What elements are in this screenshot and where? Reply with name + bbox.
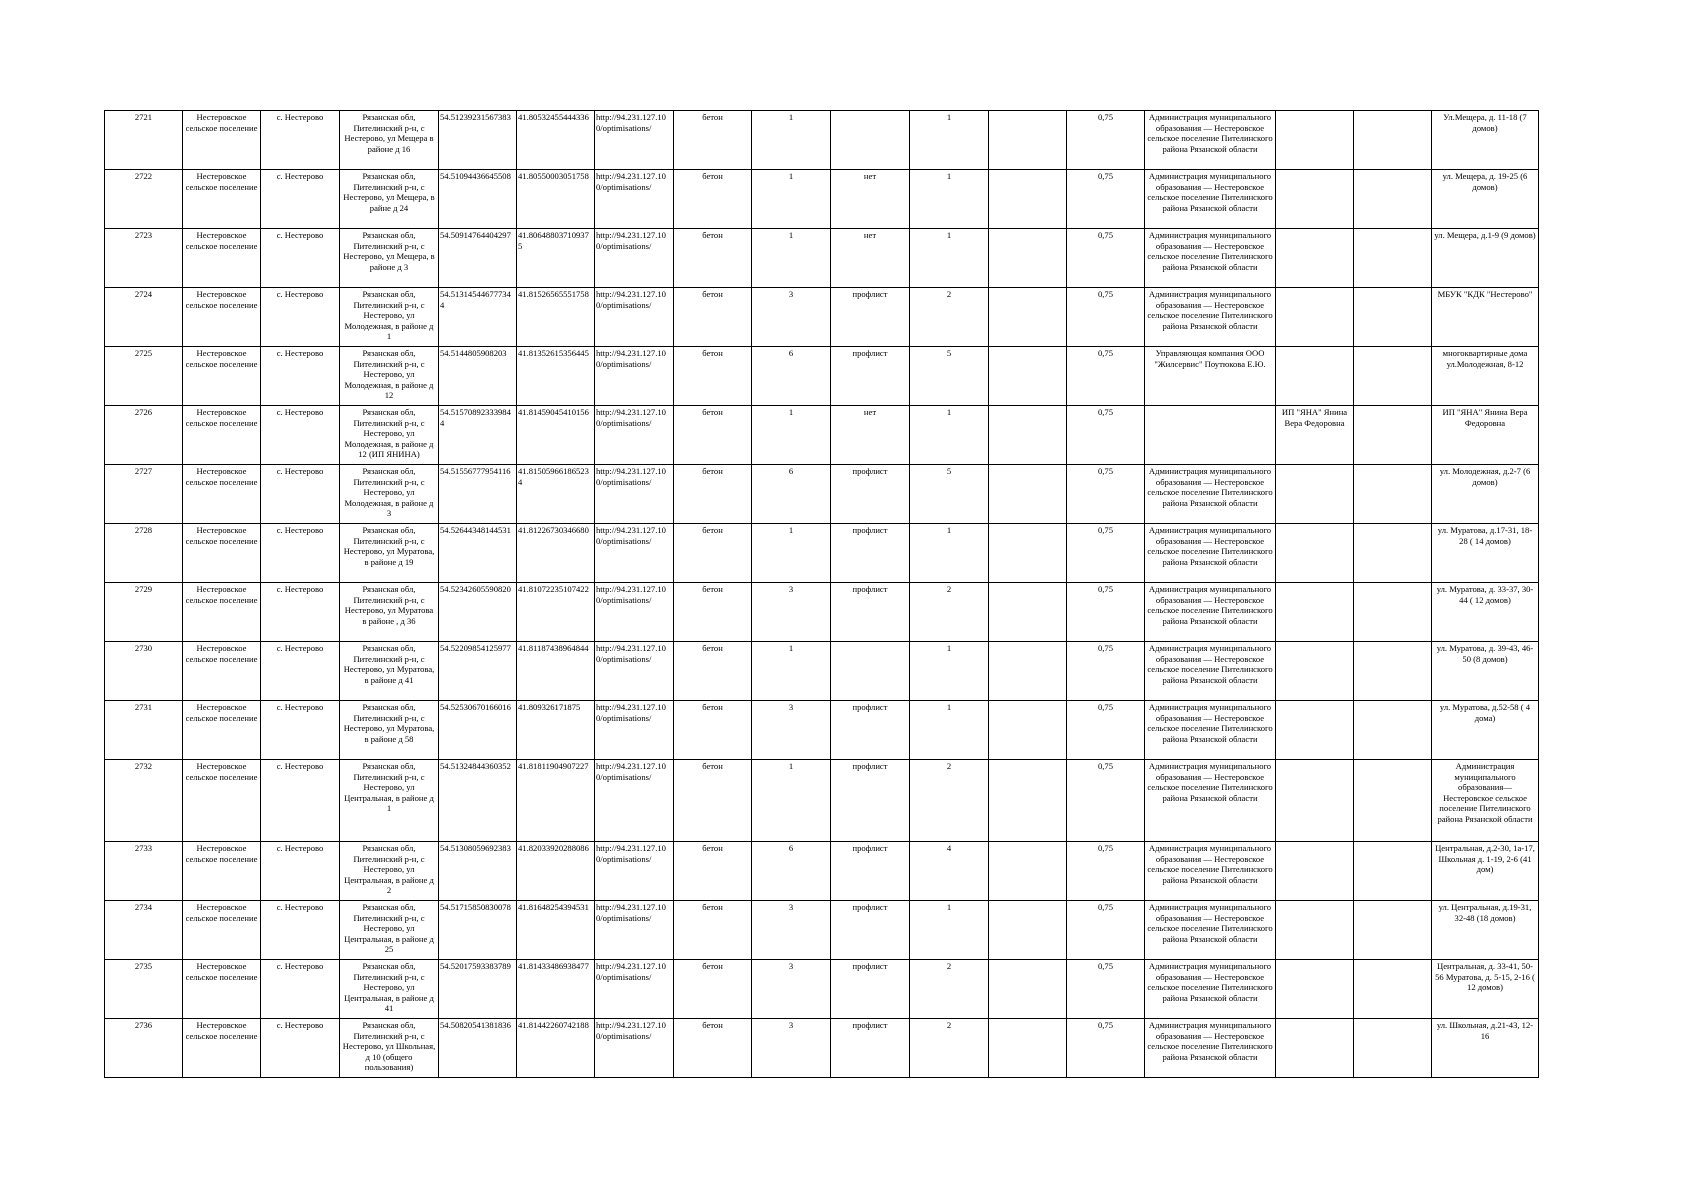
- empty-cell-cell: [1354, 465, 1432, 524]
- container-count-cell: 2: [910, 960, 989, 1019]
- empty-cell-cell: [989, 842, 1067, 901]
- container-volume-cell: 0,75: [1067, 524, 1145, 583]
- empty-cell-cell: [1354, 347, 1432, 406]
- waste-sources-cell: ул. Муратова, д.17-31, 18-28 ( 14 домов): [1432, 524, 1539, 583]
- address-cell: Рязанская обл, Пителинский р-н, с Нестерово, ул Мещера, в районе д 3: [340, 229, 439, 288]
- waste-sources-cell: многоквартирные дома ул.Молодежная, 8-12: [1432, 347, 1539, 406]
- settlement-cell: Нестеровское сельское поселение: [183, 465, 261, 524]
- fence-type-cell: профлист: [831, 760, 910, 842]
- latitude-cell: 54.51556777954116: [439, 465, 517, 524]
- row-number-cell: 2721: [105, 111, 183, 170]
- locality-cell: с. Нестерово: [261, 642, 340, 701]
- latitude-cell: 54.513145446777344: [439, 288, 517, 347]
- settlement-cell: Нестеровское сельское поселение: [183, 170, 261, 229]
- latitude-cell: 54.51094436645508: [439, 170, 517, 229]
- container-count-cell: 1: [910, 406, 989, 465]
- fence-type-cell: профлист: [831, 583, 910, 642]
- container-count-cell: 1: [910, 642, 989, 701]
- container-volume-cell: 0,75: [1067, 583, 1145, 642]
- empty-cell-cell: [989, 524, 1067, 583]
- longitude-cell: 41.81352615356445: [517, 347, 595, 406]
- longitude-cell: 41.81811904907227: [517, 760, 595, 842]
- row-number-cell: 2725: [105, 347, 183, 406]
- empty-cell-cell: [989, 465, 1067, 524]
- owner-cell: Администрация муниципального образования — Нестеровское сельское поселение Пителинского района Рязанской области: [1145, 111, 1276, 170]
- longitude-cell: 41.81459045410156: [517, 406, 595, 465]
- fence-type-cell: нет: [831, 170, 910, 229]
- locality-cell: с. Нестерово: [261, 701, 340, 760]
- surface-type-cell: бетон: [674, 524, 752, 583]
- empty-cell-cell: [1354, 642, 1432, 701]
- owner-ip-cell: [1276, 583, 1354, 642]
- owner-ip-cell: [1276, 111, 1354, 170]
- empty-cell-cell: [1354, 701, 1432, 760]
- container-count-cell: 5: [910, 347, 989, 406]
- map-link-cell: http://94.231.127.100/optimisations/: [595, 642, 674, 701]
- fence-type-cell: профлист: [831, 901, 910, 960]
- settlement-cell: Нестеровское сельское поселение: [183, 288, 261, 347]
- owner-cell: Администрация муниципального образования — Нестеровское сельское поселение Пителинского района Рязанской области: [1145, 701, 1276, 760]
- surface-type-cell: бетон: [674, 465, 752, 524]
- container-volume-cell: 0,75: [1067, 960, 1145, 1019]
- owner-ip-cell: [1276, 842, 1354, 901]
- table-row: [105, 642, 1539, 701]
- container-count-cell: 2: [910, 1019, 989, 1078]
- row-number-cell: 2728: [105, 524, 183, 583]
- longitude-cell: 41.81433486938477: [517, 960, 595, 1019]
- owner-ip-cell: ИП "ЯНА" Янина Вера Федоровна: [1276, 406, 1354, 465]
- map-link-cell: http://94.231.127.100/optimisations/: [595, 842, 674, 901]
- waste-sources-cell: ул. Центральная, д.19-31, 32-48 (18 домов): [1432, 901, 1539, 960]
- address-cell: Рязанская обл, Пителинский р-н, с Нестерово, ул Муратова в районе , д 36: [340, 583, 439, 642]
- row-number-cell: 2729: [105, 583, 183, 642]
- empty-cell-cell: [989, 901, 1067, 960]
- owner-cell: Управляющая компания ООО "Жилсервис" Поутюкова Е.Ю.: [1145, 347, 1276, 406]
- settlement-cell: Нестеровское сельское поселение: [183, 960, 261, 1019]
- fence-type-cell: профлист: [831, 701, 910, 760]
- owner-cell: Администрация муниципального образования — Нестеровское сельское поселение Пителинского района Рязанской области: [1145, 229, 1276, 288]
- surface-type-cell: бетон: [674, 842, 752, 901]
- surface-type-cell: бетон: [674, 229, 752, 288]
- owner-cell: Администрация муниципального образования — Нестеровское сельское поселение Пителинского района Рязанской области: [1145, 642, 1276, 701]
- longitude-cell: 41.82033920288086: [517, 842, 595, 901]
- settlement-cell: Нестеровское сельское поселение: [183, 642, 261, 701]
- address-cell: Рязанская обл, Пителинский р-н, с Нестерово, ул Центральная, в районе д 2: [340, 842, 439, 901]
- locality-cell: с. Нестерово: [261, 842, 340, 901]
- container-volume-cell: 0,75: [1067, 901, 1145, 960]
- table-row: [105, 347, 1539, 406]
- table-row: [105, 465, 1539, 524]
- surface-type-cell: бетон: [674, 288, 752, 347]
- waste-sources-cell: ул. Муратова, д.52-58 ( 4 дома): [1432, 701, 1539, 760]
- surface-type-cell: бетон: [674, 583, 752, 642]
- surface-type-cell: бетон: [674, 347, 752, 406]
- empty-cell-cell: [1354, 583, 1432, 642]
- empty-cell-cell: [989, 229, 1067, 288]
- area-cell: 1: [752, 524, 831, 583]
- map-link-cell: http://94.231.127.100/optimisations/: [595, 406, 674, 465]
- area-cell: 3: [752, 1019, 831, 1078]
- surface-type-cell: бетон: [674, 960, 752, 1019]
- waste-sources-cell: Ул.Мещера, д. 11-18 (7 домов): [1432, 111, 1539, 170]
- waste-sources-cell: МБУК "КДК "Нестерово": [1432, 288, 1539, 347]
- fence-type-cell: профлист: [831, 288, 910, 347]
- container-volume-cell: 0,75: [1067, 347, 1145, 406]
- row-number-cell: 2732: [105, 760, 183, 842]
- longitude-cell: 41.809326171875: [517, 701, 595, 760]
- container-count-cell: 1: [910, 229, 989, 288]
- map-link-cell: http://94.231.127.100/optimisations/: [595, 111, 674, 170]
- empty-cell-cell: [989, 960, 1067, 1019]
- empty-cell-cell: [1354, 229, 1432, 288]
- waste-sources-cell: Администрация муниципального образования— Нестеровское сельское поселение Пителинского района Рязанской области: [1432, 760, 1539, 842]
- table-body: [105, 111, 1539, 1078]
- address-cell: Рязанская обл, Пителинский р-н, с Нестерово, ул Молодежная, в районе д 12: [340, 347, 439, 406]
- fence-type-cell: профлист: [831, 960, 910, 1019]
- table-row: [105, 960, 1539, 1019]
- empty-cell-cell: [1354, 406, 1432, 465]
- container-volume-cell: 0,75: [1067, 465, 1145, 524]
- container-count-cell: 1: [910, 524, 989, 583]
- container-count-cell: 2: [910, 760, 989, 842]
- owner-ip-cell: [1276, 229, 1354, 288]
- locality-cell: с. Нестерово: [261, 901, 340, 960]
- area-cell: 1: [752, 406, 831, 465]
- waste-sources-cell: ул. Мещера, д.1-9 (9 домов): [1432, 229, 1539, 288]
- owner-ip-cell: [1276, 465, 1354, 524]
- fence-type-cell: профлист: [831, 347, 910, 406]
- empty-cell-cell: [989, 642, 1067, 701]
- table-row: [105, 111, 1539, 170]
- empty-cell-cell: [1354, 901, 1432, 960]
- row-number-cell: 2733: [105, 842, 183, 901]
- longitude-cell: 41.815059661865234: [517, 465, 595, 524]
- surface-type-cell: бетон: [674, 111, 752, 170]
- container-volume-cell: 0,75: [1067, 111, 1145, 170]
- table-row: [105, 288, 1539, 347]
- locality-cell: с. Нестерово: [261, 760, 340, 842]
- row-number-cell: 2727: [105, 465, 183, 524]
- longitude-cell: 41.806488037109375: [517, 229, 595, 288]
- fence-type-cell: нет: [831, 406, 910, 465]
- address-cell: Рязанская обл, Пителинский р-н, с Нестерово, ул Центральная, в районе д 41: [340, 960, 439, 1019]
- owner-cell: Администрация муниципального образования — Нестеровское сельское поселение Пителинского района Рязанской области: [1145, 524, 1276, 583]
- container-count-cell: 4: [910, 842, 989, 901]
- owner-ip-cell: [1276, 901, 1354, 960]
- container-volume-cell: 0,75: [1067, 288, 1145, 347]
- owner-cell: Администрация муниципального образования — Нестеровское сельское поселение Пителинского района Рязанской области: [1145, 465, 1276, 524]
- waste-sources-cell: ул. Муратова, д. 39-43, 46-50 (8 домов): [1432, 642, 1539, 701]
- settlement-cell: Нестеровское сельское поселение: [183, 406, 261, 465]
- owner-cell: Администрация муниципального образования — Нестеровское сельское поселение Пителинского района Рязанской области: [1145, 960, 1276, 1019]
- empty-cell-cell: [989, 1019, 1067, 1078]
- latitude-cell: 54.52644348144531: [439, 524, 517, 583]
- map-link-cell: http://94.231.127.100/optimisations/: [595, 170, 674, 229]
- owner-cell: Администрация муниципального образования — Нестеровское сельское поселение Пителинского района Рязанской области: [1145, 583, 1276, 642]
- surface-type-cell: бетон: [674, 701, 752, 760]
- latitude-cell: 54.50820541381836: [439, 1019, 517, 1078]
- empty-cell-cell: [1354, 960, 1432, 1019]
- registry-table: [104, 110, 1539, 1078]
- owner-ip-cell: [1276, 642, 1354, 701]
- empty-cell-cell: [1354, 170, 1432, 229]
- surface-type-cell: бетон: [674, 1019, 752, 1078]
- address-cell: Рязанская обл, Пителинский р-н, с Нестерово, ул Молодежная, в районе д 12 (ИП ЯНИНА): [340, 406, 439, 465]
- map-link-cell: http://94.231.127.100/optimisations/: [595, 229, 674, 288]
- row-number-cell: 2736: [105, 1019, 183, 1078]
- fence-type-cell: [831, 642, 910, 701]
- area-cell: 1: [752, 642, 831, 701]
- container-count-cell: 5: [910, 465, 989, 524]
- longitude-cell: 41.81226730346680: [517, 524, 595, 583]
- empty-cell-cell: [989, 347, 1067, 406]
- latitude-cell: 54.52209854125977: [439, 642, 517, 701]
- longitude-cell: 41.81442260742188: [517, 1019, 595, 1078]
- locality-cell: с. Нестерово: [261, 347, 340, 406]
- map-link-cell: http://94.231.127.100/optimisations/: [595, 583, 674, 642]
- locality-cell: с. Нестерово: [261, 524, 340, 583]
- row-number-cell: 2735: [105, 960, 183, 1019]
- table-row: [105, 229, 1539, 288]
- table-row: [105, 760, 1539, 842]
- waste-sources-cell: ул. Школьная, д.21-43, 12-16: [1432, 1019, 1539, 1078]
- settlement-cell: Нестеровское сельское поселение: [183, 842, 261, 901]
- empty-cell-cell: [989, 583, 1067, 642]
- map-link-cell: http://94.231.127.100/optimisations/: [595, 524, 674, 583]
- locality-cell: с. Нестерово: [261, 170, 340, 229]
- latitude-cell: 54.52342605590820: [439, 583, 517, 642]
- empty-cell-cell: [1354, 1019, 1432, 1078]
- empty-cell-cell: [989, 701, 1067, 760]
- surface-type-cell: бетон: [674, 760, 752, 842]
- table-row: [105, 701, 1539, 760]
- empty-cell-cell: [1354, 842, 1432, 901]
- address-cell: Рязанская обл, Пителинский р-н, с Нестерово, ул Молодежная, в районе д 1: [340, 288, 439, 347]
- row-number-cell: 2724: [105, 288, 183, 347]
- latitude-cell: 54.52017593383789: [439, 960, 517, 1019]
- locality-cell: с. Нестерово: [261, 1019, 340, 1078]
- longitude-cell: 41.81648254394531: [517, 901, 595, 960]
- address-cell: Рязанская обл, Пителинский р-н, с Нестерово, ул Школьная, д 10 (общего пользования): [340, 1019, 439, 1078]
- area-cell: 1: [752, 111, 831, 170]
- address-cell: Рязанская обл, Пителинский р-н, с Нестерово, ул Центральная, в районе д 1: [340, 760, 439, 842]
- settlement-cell: Нестеровское сельское поселение: [183, 701, 261, 760]
- map-link-cell: http://94.231.127.100/optimisations/: [595, 901, 674, 960]
- area-cell: 1: [752, 170, 831, 229]
- waste-sources-cell: ИП "ЯНА" Янина Вера Федоровна: [1432, 406, 1539, 465]
- area-cell: 3: [752, 701, 831, 760]
- row-number-cell: 2730: [105, 642, 183, 701]
- container-volume-cell: 0,75: [1067, 701, 1145, 760]
- area-cell: 3: [752, 583, 831, 642]
- container-count-cell: 1: [910, 111, 989, 170]
- latitude-cell: 54.51308059692383: [439, 842, 517, 901]
- fence-type-cell: [831, 111, 910, 170]
- table-row: [105, 901, 1539, 960]
- settlement-cell: Нестеровское сельское поселение: [183, 583, 261, 642]
- owner-cell: Администрация муниципального образования — Нестеровское сельское поселение Пителинского района Рязанской области: [1145, 901, 1276, 960]
- area-cell: 6: [752, 842, 831, 901]
- settlement-cell: Нестеровское сельское поселение: [183, 1019, 261, 1078]
- address-cell: Рязанская обл, Пителинский р-н, с Нестерово, ул Молодежная, в районе д 3: [340, 465, 439, 524]
- waste-sources-cell: ул. Молодежная, д.2-7 (6 домов): [1432, 465, 1539, 524]
- empty-cell-cell: [1354, 111, 1432, 170]
- empty-cell-cell: [989, 760, 1067, 842]
- address-cell: Рязанская обл, Пителинский р-н, с Нестерово, ул Центральная, в районе д 25: [340, 901, 439, 960]
- area-cell: 6: [752, 347, 831, 406]
- latitude-cell: 54.51324844360352: [439, 760, 517, 842]
- empty-cell-cell: [989, 288, 1067, 347]
- area-cell: 3: [752, 901, 831, 960]
- area-cell: 1: [752, 760, 831, 842]
- owner-ip-cell: [1276, 170, 1354, 229]
- latitude-cell: 54.51239231567383: [439, 111, 517, 170]
- waste-sources-cell: Центральная, д. 33-41, 50-56 Муратова, д. 5-15, 2-16 ( 12 домов): [1432, 960, 1539, 1019]
- address-cell: Рязанская обл, Пителинский р-н, с Нестерово, ул Мещера в районе д 16: [340, 111, 439, 170]
- address-cell: Рязанская обл, Пителинский р-н, с Нестерово, ул Мещера, в райне д 24: [340, 170, 439, 229]
- container-volume-cell: 0,75: [1067, 842, 1145, 901]
- owner-cell: Администрация муниципального образования — Нестеровское сельское поселение Пителинского района Рязанской области: [1145, 842, 1276, 901]
- settlement-cell: Нестеровское сельское поселение: [183, 760, 261, 842]
- locality-cell: с. Нестерово: [261, 583, 340, 642]
- empty-cell-cell: [1354, 524, 1432, 583]
- waste-sources-cell: ул. Муратова, д. 33-37, 30-44 ( 12 домов): [1432, 583, 1539, 642]
- map-link-cell: http://94.231.127.100/optimisations/: [595, 465, 674, 524]
- owner-ip-cell: [1276, 288, 1354, 347]
- locality-cell: с. Нестерово: [261, 406, 340, 465]
- row-number-cell: 2726: [105, 406, 183, 465]
- area-cell: 3: [752, 288, 831, 347]
- empty-cell-cell: [989, 111, 1067, 170]
- settlement-cell: Нестеровское сельское поселение: [183, 111, 261, 170]
- locality-cell: с. Нестерово: [261, 288, 340, 347]
- container-volume-cell: 0,75: [1067, 170, 1145, 229]
- fence-type-cell: профлист: [831, 465, 910, 524]
- container-volume-cell: 0,75: [1067, 760, 1145, 842]
- longitude-cell: 41.81072235107422: [517, 583, 595, 642]
- locality-cell: с. Нестерово: [261, 111, 340, 170]
- area-cell: 6: [752, 465, 831, 524]
- fence-type-cell: профлист: [831, 842, 910, 901]
- latitude-cell: 54.5144805908203: [439, 347, 517, 406]
- table-row: [105, 1019, 1539, 1078]
- owner-ip-cell: [1276, 760, 1354, 842]
- row-number-cell: 2723: [105, 229, 183, 288]
- container-count-cell: 2: [910, 288, 989, 347]
- latitude-cell: 54.515708923339844: [439, 406, 517, 465]
- waste-sources-cell: ул. Мещера, д. 19-25 (6 домов): [1432, 170, 1539, 229]
- latitude-cell: 54.50914764404297: [439, 229, 517, 288]
- row-number-cell: 2722: [105, 170, 183, 229]
- map-link-cell: http://94.231.127.100/optimisations/: [595, 760, 674, 842]
- table-row: [105, 170, 1539, 229]
- owner-cell: Администрация муниципального образования — Нестеровское сельское поселение Пителинского района Рязанской области: [1145, 760, 1276, 842]
- fence-type-cell: профлист: [831, 524, 910, 583]
- settlement-cell: Нестеровское сельское поселение: [183, 347, 261, 406]
- row-number-cell: 2731: [105, 701, 183, 760]
- waste-sources-cell: Центральная, д.2-30, 1а-17, Школьная д. 1-19, 2-6 (41 дом): [1432, 842, 1539, 901]
- area-cell: 3: [752, 960, 831, 1019]
- longitude-cell: 41.81526565551758: [517, 288, 595, 347]
- owner-ip-cell: [1276, 347, 1354, 406]
- container-count-cell: 1: [910, 170, 989, 229]
- map-link-cell: http://94.231.127.100/optimisations/: [595, 1019, 674, 1078]
- surface-type-cell: бетон: [674, 406, 752, 465]
- fence-type-cell: нет: [831, 229, 910, 288]
- map-link-cell: http://94.231.127.100/optimisations/: [595, 701, 674, 760]
- locality-cell: с. Нестерово: [261, 960, 340, 1019]
- table-row: [105, 842, 1539, 901]
- container-count-cell: 1: [910, 701, 989, 760]
- table-row: [105, 524, 1539, 583]
- longitude-cell: 41.81187438964844: [517, 642, 595, 701]
- settlement-cell: Нестеровское сельское поселение: [183, 524, 261, 583]
- owner-cell: Администрация муниципального образования — Нестеровское сельское поселение Пителинского района Рязанской области: [1145, 1019, 1276, 1078]
- container-volume-cell: 0,75: [1067, 642, 1145, 701]
- owner-cell: Администрация муниципального образования — Нестеровское сельское поселение Пителинского района Рязанской области: [1145, 170, 1276, 229]
- locality-cell: с. Нестерово: [261, 229, 340, 288]
- container-count-cell: 1: [910, 901, 989, 960]
- owner-cell: [1145, 406, 1276, 465]
- surface-type-cell: бетон: [674, 642, 752, 701]
- address-cell: Рязанская обл, Пителинский р-н, с Нестерово, ул Муратова, в районе д 19: [340, 524, 439, 583]
- container-volume-cell: 0,75: [1067, 1019, 1145, 1078]
- map-link-cell: http://94.231.127.100/optimisations/: [595, 288, 674, 347]
- fence-type-cell: профлист: [831, 1019, 910, 1078]
- container-volume-cell: 0,75: [1067, 406, 1145, 465]
- area-cell: 1: [752, 229, 831, 288]
- latitude-cell: 54.52530670166016: [439, 701, 517, 760]
- surface-type-cell: бетон: [674, 901, 752, 960]
- table-row: [105, 583, 1539, 642]
- settlement-cell: Нестеровское сельское поселение: [183, 901, 261, 960]
- empty-cell-cell: [1354, 288, 1432, 347]
- owner-cell: Администрация муниципального образования — Нестеровское сельское поселение Пителинского района Рязанской области: [1145, 288, 1276, 347]
- locality-cell: с. Нестерово: [261, 465, 340, 524]
- table-row: [105, 406, 1539, 465]
- settlement-cell: Нестеровское сельское поселение: [183, 229, 261, 288]
- owner-ip-cell: [1276, 1019, 1354, 1078]
- address-cell: Рязанская обл, Пителинский р-н, с Нестерово, ул Муратова, в районе д 41: [340, 642, 439, 701]
- container-volume-cell: 0,75: [1067, 229, 1145, 288]
- owner-ip-cell: [1276, 524, 1354, 583]
- map-link-cell: http://94.231.127.100/optimisations/: [595, 347, 674, 406]
- latitude-cell: 54.51715850830078: [439, 901, 517, 960]
- longitude-cell: 41.80550003051758: [517, 170, 595, 229]
- map-link-cell: http://94.231.127.100/optimisations/: [595, 960, 674, 1019]
- row-number-cell: 2734: [105, 901, 183, 960]
- longitude-cell: 41.80532455444336: [517, 111, 595, 170]
- owner-ip-cell: [1276, 701, 1354, 760]
- container-count-cell: 2: [910, 583, 989, 642]
- empty-cell-cell: [989, 406, 1067, 465]
- owner-ip-cell: [1276, 960, 1354, 1019]
- empty-cell-cell: [1354, 760, 1432, 842]
- address-cell: Рязанская обл, Пителинский р-н, с Нестерово, ул Муратова, в районе д 58: [340, 701, 439, 760]
- surface-type-cell: бетон: [674, 170, 752, 229]
- empty-cell-cell: [989, 170, 1067, 229]
